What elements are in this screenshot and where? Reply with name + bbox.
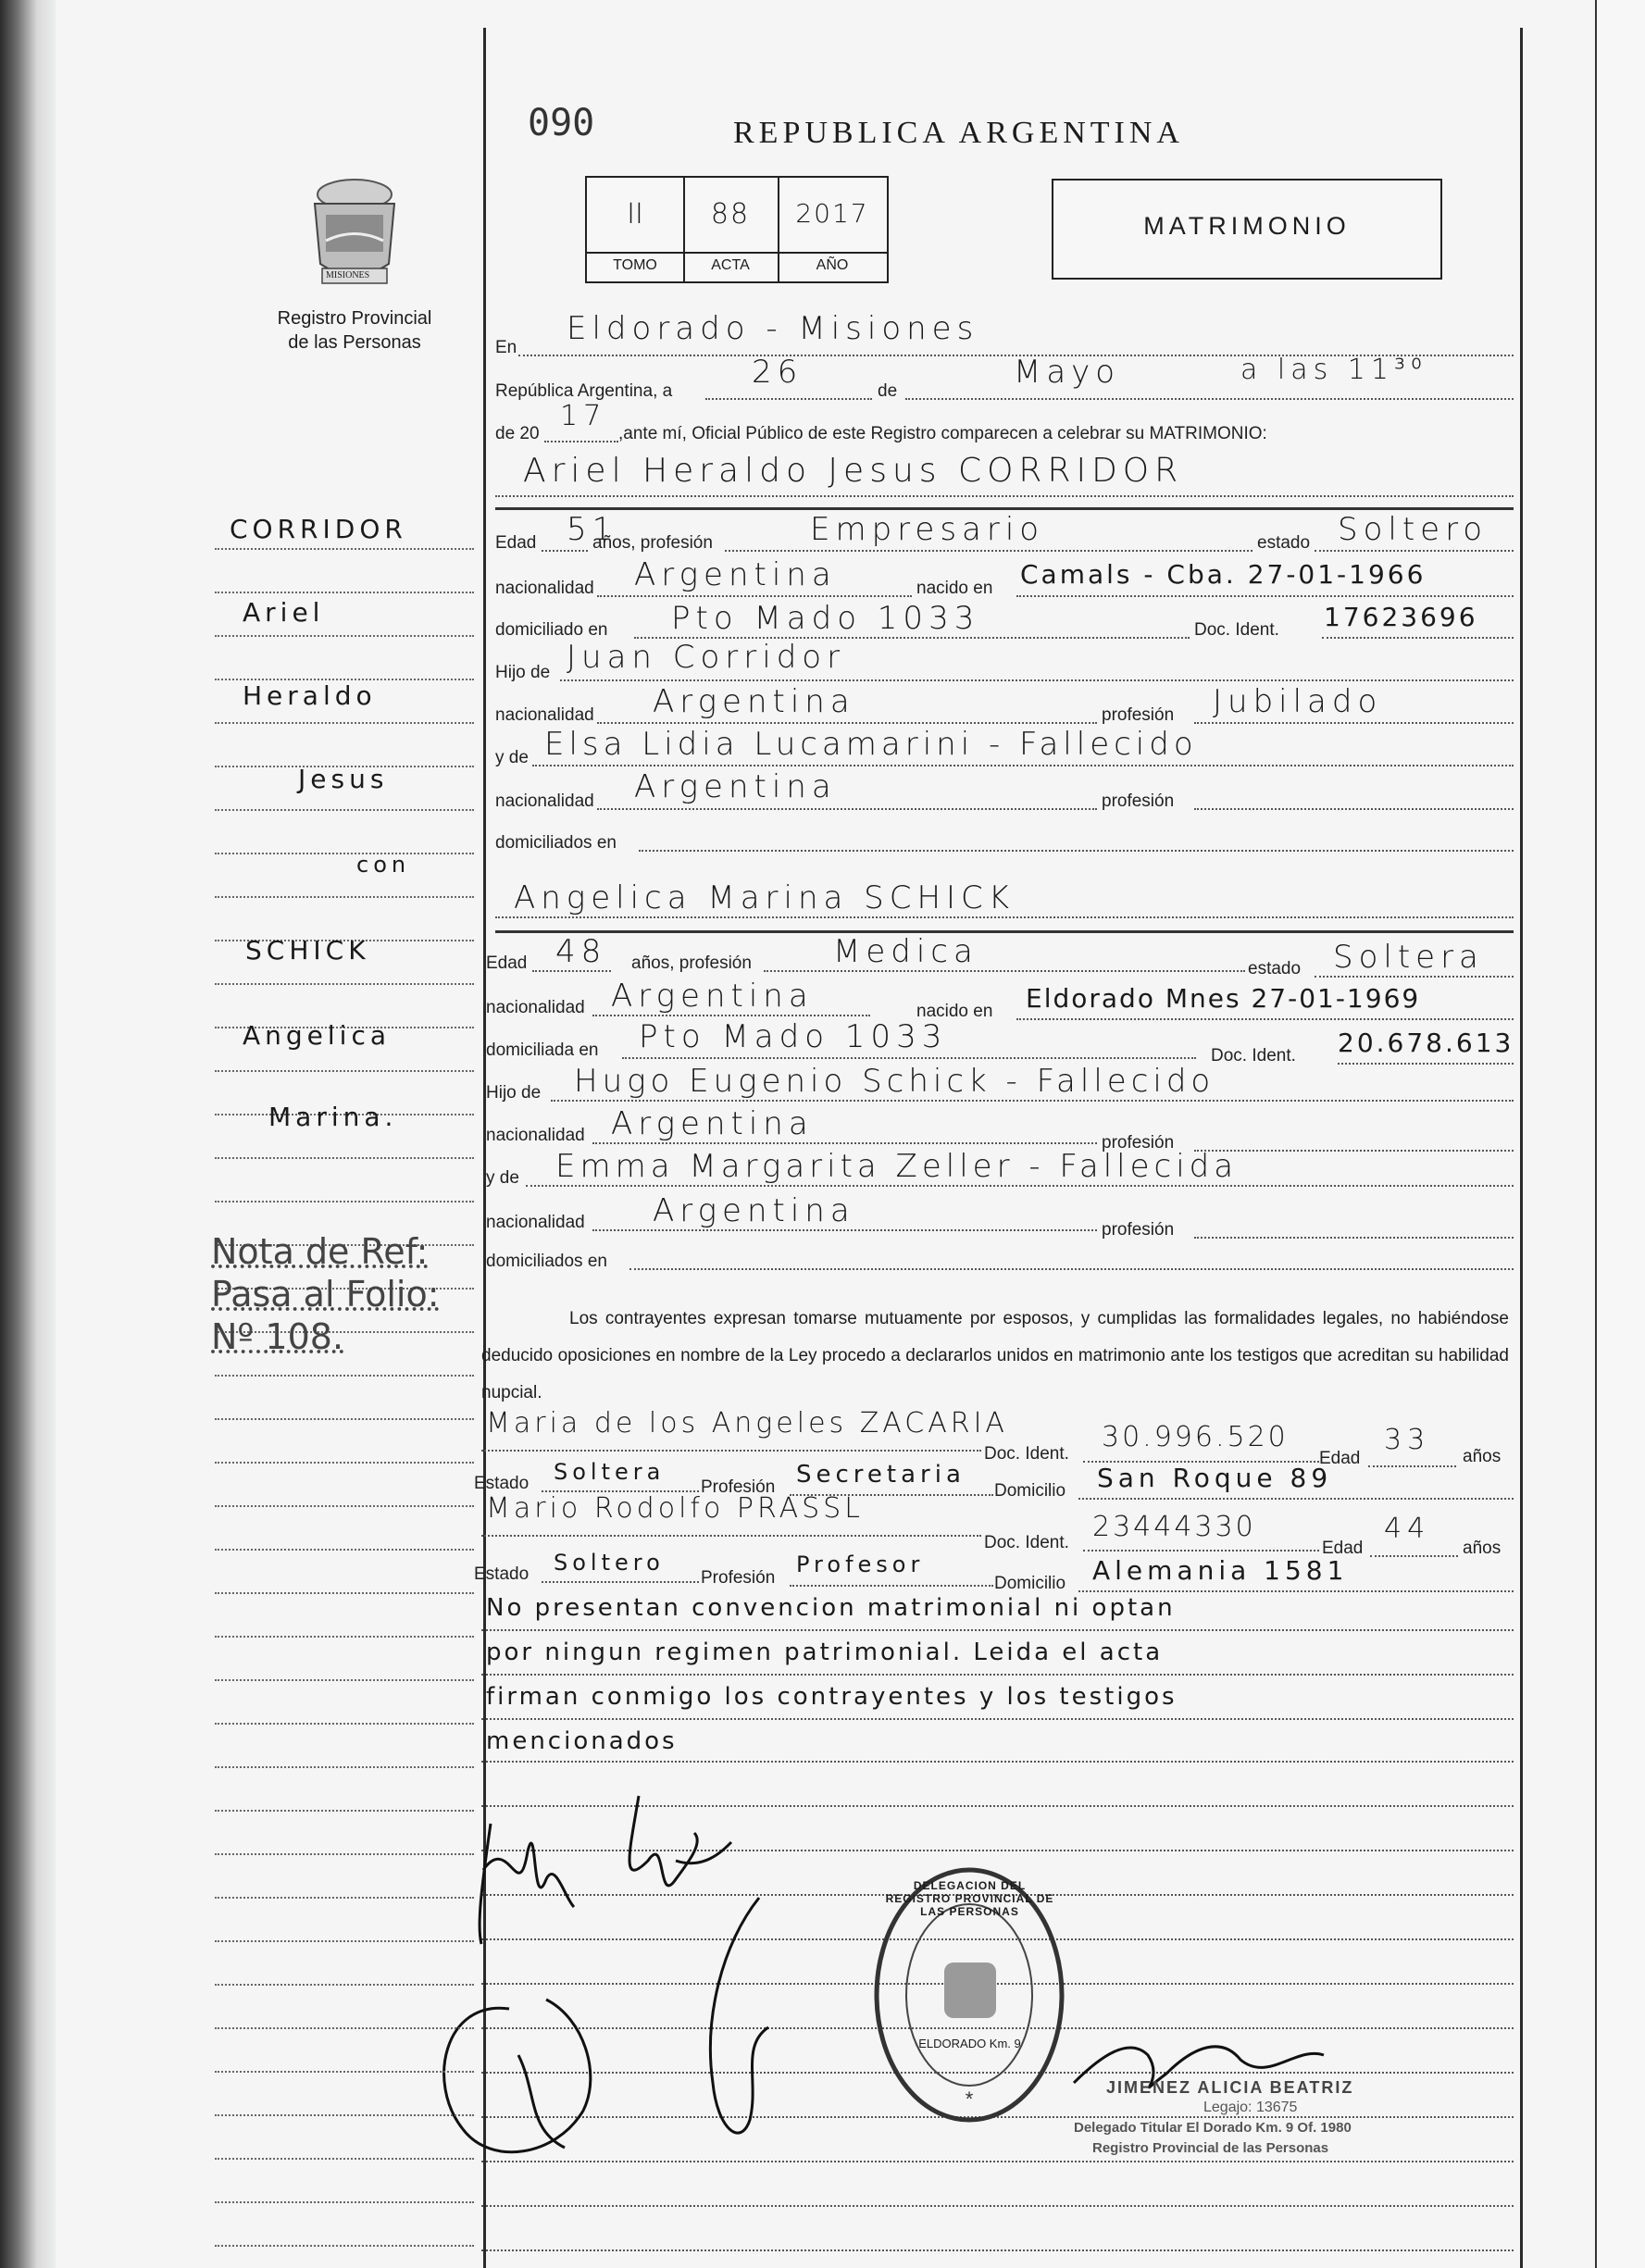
official-name: JIMENEZ ALICIA BEATRIZ bbox=[1106, 2078, 1354, 2097]
witness1-anos-label: años bbox=[1463, 1447, 1502, 1466]
groom-father-prof: Jubilado bbox=[1213, 683, 1383, 720]
groom-profesion: Empresario bbox=[810, 511, 1045, 548]
margin-surname: CORRIDOR bbox=[230, 514, 407, 544]
official-registry: Registro Provincial de las Personas bbox=[1092, 2140, 1329, 2156]
official-legajo: Legajo: 13675 bbox=[1203, 2100, 1298, 2115]
bride-nac-label: nacionalidad bbox=[486, 998, 585, 1017]
bride-doc-label: Doc. Ident. bbox=[1211, 1046, 1296, 1065]
anio-value: 2017 bbox=[795, 198, 869, 229]
groom-estado-label: estado bbox=[1257, 533, 1311, 553]
groom-doc: 17623696 bbox=[1324, 602, 1478, 632]
bride-father: Hugo Eugenio Schick - Fallecido bbox=[574, 1063, 1215, 1100]
tomo-value: II bbox=[627, 198, 643, 231]
witness1-domicilio: San Roque 89 bbox=[1097, 1463, 1333, 1493]
witness1-estado: Soltera bbox=[554, 1459, 666, 1485]
page-edge bbox=[1595, 0, 1645, 2268]
official-title: Delegado Titular El Dorado Km. 9 Of. 1980 bbox=[1074, 2120, 1352, 2136]
book-binding bbox=[0, 0, 56, 2268]
bride-mother-prof-label: profesión bbox=[1102, 1220, 1175, 1240]
bride-father-nac-label: nacionalidad bbox=[486, 1126, 585, 1145]
margin-name-3: Jesus bbox=[298, 764, 389, 794]
witness2-domicilio: Alemania 1581 bbox=[1092, 1555, 1349, 1586]
groom-father-label: Hijo de bbox=[495, 663, 551, 682]
groom-father-nac-label: nacionalidad bbox=[495, 705, 594, 725]
tomo-label: TOMO bbox=[613, 257, 657, 273]
witness2-profesion-label: Profesión bbox=[701, 1568, 776, 1588]
country-title: REPUBLICA ARGENTINA bbox=[733, 116, 1184, 150]
witness1-profesion: Secretaria bbox=[796, 1461, 966, 1489]
bride-full-name: Angelica Marina SCHICK bbox=[514, 879, 1016, 916]
note-line-3: firman conmigo los contrayentes y los testigos bbox=[486, 1683, 1178, 1711]
bride-estado: Soltera bbox=[1333, 939, 1484, 976]
bride-estado-label: estado bbox=[1248, 959, 1302, 978]
groom-father-prof-label: profesión bbox=[1102, 705, 1175, 725]
note-line-2: por ningun regimen patrimonial. Leida el acta bbox=[486, 1639, 1164, 1666]
witness2-doc: 23444330 bbox=[1092, 1511, 1256, 1543]
witness2-estado: Soltero bbox=[554, 1550, 665, 1576]
folio-number: 090 bbox=[528, 102, 595, 144]
groom-domiciliados-label: domiciliados en bbox=[495, 833, 617, 853]
witness2-edad: 44 bbox=[1384, 1513, 1431, 1545]
bride-edad-label: Edad bbox=[486, 953, 528, 973]
witness1-edad-label: Edad bbox=[1319, 1449, 1361, 1468]
official-seal bbox=[870, 1861, 1069, 2129]
act-type-box bbox=[1052, 179, 1442, 280]
handwritten-signatures bbox=[426, 1777, 815, 2203]
witness2-edad-label: Edad bbox=[1322, 1539, 1364, 1558]
groom-mother: Elsa Lidia Lucamarini - Fallecido bbox=[544, 726, 1198, 763]
note-line-4: mencionados bbox=[486, 1727, 678, 1755]
groom-edad: 51 bbox=[567, 511, 618, 548]
groom-mother-label: y de bbox=[495, 748, 529, 767]
witness1-estado-label: Estado bbox=[474, 1474, 530, 1493]
bride-mother-label: y de bbox=[486, 1168, 519, 1188]
acta-label: ACTA bbox=[711, 257, 750, 273]
groom-father-nac: Argentina bbox=[653, 683, 855, 720]
witness2-name: Mario Rodolfo PRASSL bbox=[486, 1492, 864, 1525]
bride-doc: 20.678.613 bbox=[1338, 1028, 1514, 1058]
witness1-domicilio-label: Domicilio bbox=[994, 1481, 1066, 1501]
misiones-coat-of-arms bbox=[305, 176, 404, 293]
groom-nacido-en: Camals - Cba. 27-01-1966 bbox=[1020, 559, 1427, 590]
witness1-doc-label: Doc. Ident. bbox=[984, 1444, 1069, 1464]
bride-domicilio-label: domiciliada en bbox=[486, 1041, 599, 1060]
margin-note-3: Nº 108. bbox=[211, 1316, 344, 1357]
groom-nac-label: nacionalidad bbox=[495, 579, 594, 598]
header-sentence: ,ante mí, Oficial Público de este Registro comparecen a celebrar su MATRIMONIO: bbox=[618, 424, 1267, 443]
witness1-doc: 30.996.520 bbox=[1102, 1421, 1289, 1453]
record-box bbox=[585, 176, 889, 283]
groom-mother-nac-label: nacionalidad bbox=[495, 791, 594, 811]
margin-note-1: Nota de Ref: bbox=[211, 1231, 429, 1272]
bride-mother-nac: Argentina bbox=[653, 1192, 855, 1229]
en-label: En bbox=[495, 338, 517, 357]
bride-edad: 48 bbox=[555, 933, 607, 970]
groom-father: Juan Corridor bbox=[567, 639, 846, 676]
bride-father-label: Hijo de bbox=[486, 1083, 542, 1103]
margin-name-1: Ariel bbox=[243, 597, 325, 628]
groom-domicilio-label: domiciliado en bbox=[495, 620, 608, 640]
groom-edad-label: Edad bbox=[495, 533, 537, 553]
place-value: Eldorado - Misiones bbox=[567, 310, 979, 347]
witness1-name: Maria de los Angeles ZACARIA bbox=[486, 1407, 1008, 1439]
groom-mother-nac: Argentina bbox=[634, 768, 837, 805]
witness1-profesion-label: Profesión bbox=[701, 1477, 776, 1497]
registry-name-line2: de las Personas bbox=[288, 332, 421, 353]
bride-father-prof-label: profesión bbox=[1102, 1133, 1175, 1153]
groom-doc-label: Doc. Ident. bbox=[1194, 620, 1279, 640]
bride-profesion-label: años, profesión bbox=[631, 953, 752, 973]
witness1-edad: 33 bbox=[1384, 1424, 1431, 1456]
right-border bbox=[1520, 28, 1523, 2268]
time-value: a las 11³⁰ bbox=[1240, 354, 1428, 386]
bride-profesion: Medica bbox=[833, 933, 978, 970]
bride-nacido-en: Eldorado Mnes 27-01-1969 bbox=[1026, 983, 1421, 1014]
margin-note-2: Pasa al Folio: bbox=[211, 1274, 440, 1315]
act-type: MATRIMONIO bbox=[1143, 212, 1351, 240]
declaration-text: Los contrayentes expresan tomarse mutuamente por esposos, y cumplidas las formalidades legales, no habiéndose deducido oposiciones en nombre de la Ley procedo a declararlos unidos en matrimonio ante los testigos que acreditan su habilidad nupcial. bbox=[481, 1309, 1509, 1402]
month-value: Mayo bbox=[1014, 354, 1121, 391]
witness2-estado-label: Estado bbox=[474, 1564, 530, 1584]
groom-full-name: Ariel Heraldo Jesus CORRIDOR bbox=[523, 452, 1184, 490]
margin-name-2: Heraldo bbox=[243, 680, 377, 711]
bride-father-nac: Argentina bbox=[611, 1105, 814, 1142]
bride-mother: Emma Margarita Zeller - Fallecida bbox=[555, 1148, 1239, 1185]
margin-name-5: Marina. bbox=[268, 1102, 398, 1132]
year-suffix: 17 bbox=[560, 400, 607, 432]
logo-text: MISIONES bbox=[326, 270, 370, 280]
groom-profesion-label: años, profesión bbox=[592, 533, 713, 553]
note-line-1: No presentan convencion matrimonial ni optan bbox=[486, 1594, 1176, 1622]
seal-outer-text: DELEGACION DEL REGISTRO PROVINCIAL DE LAS PERSONAS bbox=[885, 1879, 1054, 1918]
margin-name-4: Angelica bbox=[243, 1020, 392, 1051]
bride-domicilio: Pto Mado 1033 bbox=[639, 1018, 948, 1055]
margin-surname-2: SCHICK bbox=[245, 935, 370, 966]
republica-label: República Argentina, a bbox=[495, 381, 673, 401]
de20-label: de 20 bbox=[495, 424, 540, 443]
bride-domiciliados-label: domiciliados en bbox=[486, 1252, 607, 1271]
witness2-anos-label: años bbox=[1463, 1539, 1502, 1558]
margin-con: con bbox=[356, 852, 411, 878]
groom-nacionalidad: Argentina bbox=[634, 556, 837, 593]
de-label: de bbox=[878, 381, 898, 401]
anio-label: AÑO bbox=[816, 257, 849, 273]
witness2-profesion: Profesor bbox=[796, 1551, 925, 1577]
witness2-doc-label: Doc. Ident. bbox=[984, 1533, 1069, 1552]
bride-mother-nac-label: nacionalidad bbox=[486, 1213, 585, 1232]
groom-mother-prof-label: profesión bbox=[1102, 791, 1175, 811]
witness2-domicilio-label: Domicilio bbox=[994, 1574, 1066, 1593]
seal-inner-text: ELDORADO Km. 9 bbox=[918, 2037, 1021, 2050]
svg-text:*: * bbox=[965, 2087, 974, 2111]
groom-nacido-label: nacido en bbox=[916, 579, 993, 598]
acta-value: 88 bbox=[710, 198, 751, 231]
bride-nacionalidad: Argentina bbox=[611, 978, 814, 1015]
registry-name-line1: Registro Provincial bbox=[277, 308, 432, 329]
groom-domicilio: Pto Mado 1033 bbox=[671, 600, 980, 637]
day-value: 26 bbox=[752, 354, 804, 391]
groom-estado: Soltero bbox=[1338, 511, 1489, 548]
bride-nacido-label: nacido en bbox=[916, 1002, 993, 1021]
